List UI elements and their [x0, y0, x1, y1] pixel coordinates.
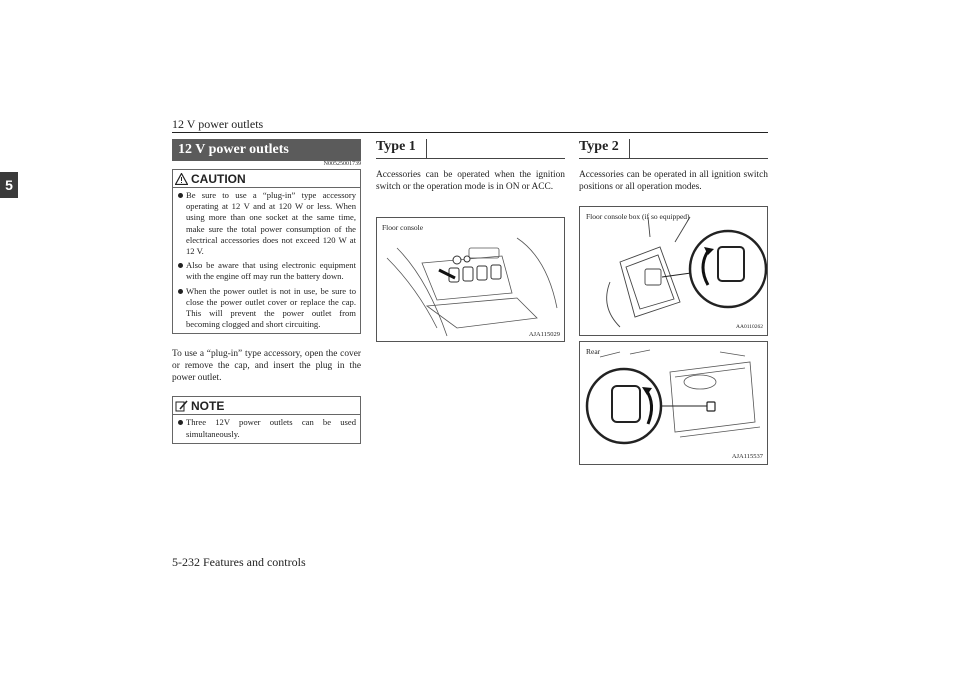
caution-item: Also be aware that using electronic equipment with the engine off may run the battery down. [177, 260, 356, 282]
section-code: N00525001739 [323, 161, 361, 167]
figure-label: Rear [586, 347, 601, 356]
section-title-type1: Type 1 [376, 139, 565, 159]
caution-header [173, 170, 360, 188]
section-title-bar: 12 V power outlets [172, 139, 361, 161]
left-column [172, 139, 361, 444]
figure-label: Floor console [382, 223, 424, 232]
figure-code: AJA115537 [731, 453, 763, 460]
type1-paragraph: Accessories can be operated when the ignition switch or the operation mode is in ON or ACC. [376, 170, 565, 192]
note-box [172, 396, 361, 443]
right-column [579, 139, 768, 460]
note-item: Three 12V power outlets can be used simultaneously. [177, 417, 356, 439]
chapter-tab: 5 [0, 172, 18, 198]
caution-label: CAUTION [191, 171, 246, 186]
note-header [173, 397, 360, 415]
section-title-type2: Type 2 [579, 139, 768, 159]
console-box-illustration [580, 207, 768, 336]
caution-box [172, 169, 361, 334]
header-divider [172, 132, 768, 133]
console-box-figure [579, 206, 768, 336]
page-header-title: 12 V power outlets [172, 117, 264, 131]
caution-item: When the power outlet is not in use, be sure to close the power outlet cover or replace the cap. This will prevent the power outlet from becoming clogged and short circuiting. [177, 286, 356, 331]
type2-paragraph: Accessories can be operated in all ignition switch positions or all operation modes. [579, 170, 768, 192]
middle-column [376, 139, 565, 338]
note-label: NOTE [191, 398, 225, 413]
floor-console-illustration [377, 218, 565, 342]
note-pencil-icon [175, 400, 188, 412]
figure-label: Floor console box (if so equipped) [586, 212, 690, 221]
rear-outlet-figure [579, 341, 768, 465]
figure-code: AA0110262 [736, 324, 763, 330]
rear-outlet-illustration [580, 342, 768, 465]
floor-console-figure [376, 217, 565, 342]
page-footer: 5-232 Features and controls [172, 555, 306, 569]
warning-triangle-icon [175, 173, 188, 185]
caution-item: Be sure to use a “plug-in” type accessory operating at 12 V and at 120 W or less. When using more than one socket at the same time, make sure the total power consumption of the electrical accessories does not exceed 120 W at 12 V. [177, 190, 356, 257]
usage-paragraph: To use a “plug-in” type accessory, open the cover or remove the cap, and insert the plug in the power outlet. [172, 349, 361, 384]
figure-code: AJA115029 [528, 331, 560, 338]
